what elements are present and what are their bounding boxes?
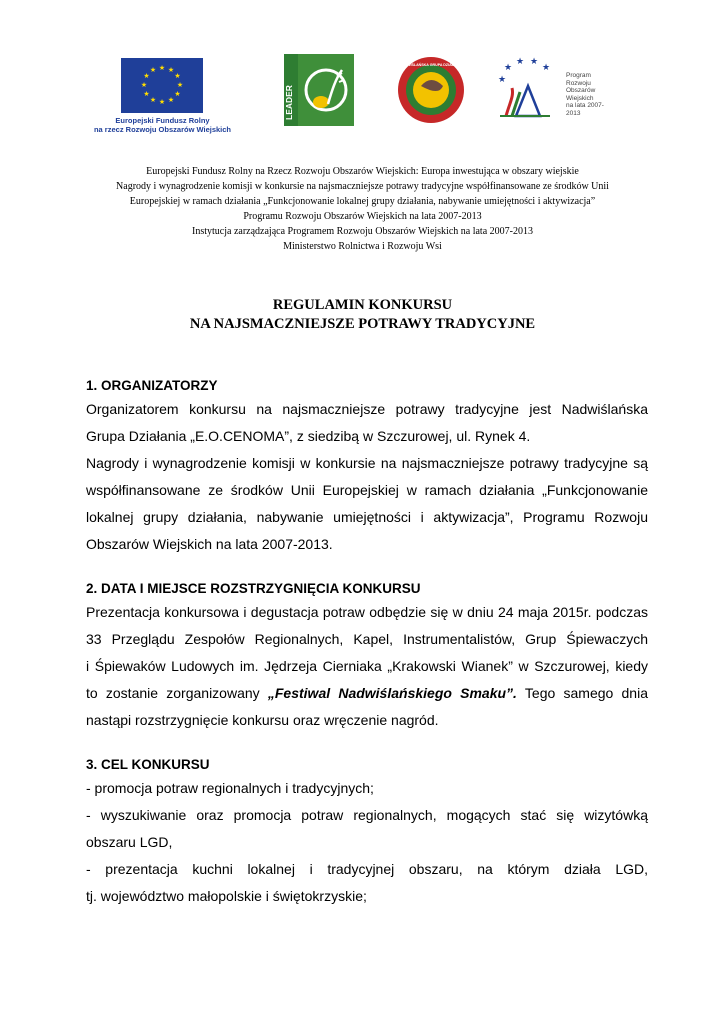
svg-text:★: ★ (149, 66, 157, 74)
festival-name: „Festiwal Nadwiślańskiego Smaku”. (267, 685, 517, 701)
funding-notice (60, 164, 665, 254)
section-heading-goal: 3. CEL KONKURSU (86, 757, 210, 772)
svg-text:★: ★ (167, 66, 175, 74)
logo-strip (0, 48, 725, 140)
notice-line: Nagrody i wynagrodzenie komisji w konkursie na najsmaczniejsze potrawy tradycyjne współfinansowane ze środków Unii (116, 181, 609, 192)
prow-caption: Program Rozwoju Obszarów Wiejskich na lata 2007-2013 (566, 72, 604, 117)
leader-logo-icon (284, 54, 354, 126)
notice-line: Instytucja zarządzająca Programem Rozwoju Obszarów Wiejskich na lata 2007-2013 (192, 226, 533, 237)
svg-text:★: ★ (497, 75, 507, 85)
list-item: - wyszukiwanie oraz promocja potraw regionalnych, mogących stać się wizytówką (86, 807, 648, 823)
list-item: - prezentacja kuchni lokalnej i tradycyjnej obszaru, na którym działa LGD, (86, 861, 648, 877)
section-date-place-text: Prezentacja konkursowa i degustacja potraw odbędzie się w dniu 24 maja 2015r. podczas 33 Przeglądu Zespołów Regionalnych, Kapel, Instrumentalistów, Grup Śpiewaczych i Śpiewaków Ludowych im. Jędrzeja Cierniaka „Krakowski Wianek” w Szczurowej, kiedy to zostanie zorganizowany „Festiwal Nadwiślańskiego Smaku”. Tego samego dnia nastąpi rozstrzygnięcie konkursu oraz wręczenie nagród. (86, 604, 648, 728)
document-title (60, 296, 665, 334)
svg-text:★: ★ (529, 57, 539, 67)
svg-text:★: ★ (503, 63, 513, 73)
notice-line: Ministerstwo Rolnictwa i Rozwoju Wsi (283, 241, 442, 252)
svg-text:★: ★ (174, 72, 181, 80)
section-goal-text: - promocja potraw regionalnych i tradycyjnych; - wyszukiwanie oraz promocja potraw regionalnych, mogących stać się wizytówką obszaru LGD, - prezentacja kuchni lokalnej i tradycyjnej obszaru, na którym działa LGD, tj. województwo małopolskie i świętokrzyskie; (86, 775, 648, 910)
title-line-1: REGULAMIN KONKURSU (272, 297, 453, 313)
eu-logo (85, 52, 240, 138)
festival-line: to zostanie zorganizowany „Festiwal Nadwiślańskiego Smaku”. Tego samego dnia (86, 685, 648, 701)
svg-text:★: ★ (158, 98, 166, 106)
section-heading-organizers: 1. ORGANIZATORZY (86, 378, 218, 393)
svg-text:★: ★ (167, 96, 175, 104)
eu-flag-icon (121, 58, 203, 113)
svg-text:★: ★ (143, 72, 150, 80)
title-line-2: NA NAJSMACZNIEJSZE POTRAWY TRADYCYJNE (189, 316, 536, 332)
lgd-logo-icon (397, 56, 465, 124)
leader-label: LEADER (284, 85, 294, 120)
list-item: - promocja potraw regionalnych i tradycyjnych; (86, 780, 374, 796)
notice-line: Europejski Fundusz Rolny na Rzecz Rozwoju Obszarów Wiejskich: Europa inwestująca w obszary wiejskie (146, 166, 579, 177)
notice-line: Europejskiej w ramach działania „Funkcjonowanie lokalnej grupy działania, nabywanie umiejętności i aktywizacja” (129, 196, 596, 207)
lgd-label: NADWIŚLAŃSKA GRUPA DZIAŁANIA (399, 63, 463, 67)
prow-logo-icon (488, 52, 603, 124)
svg-text:★: ★ (158, 64, 166, 72)
notice-line: Programu Rozwoju Obszarów Wiejskich na lata 2007-2013 (243, 211, 482, 222)
svg-text:★: ★ (176, 81, 184, 89)
svg-text:★: ★ (140, 81, 148, 89)
svg-text:★: ★ (143, 90, 150, 98)
section-heading-date-place: 2. DATA I MIEJSCE ROZSTRZYGNIĘCIA KONKURSU (86, 581, 421, 596)
eu-caption: Europejski Fundusz Rolny na rzecz Rozwoju Obszarów Wiejskich (93, 116, 232, 134)
svg-text:★: ★ (541, 63, 551, 73)
svg-text:★: ★ (515, 57, 525, 67)
section-organizers-text: Organizatorem konkursu na najsmaczniejsze potrawy tradycyjne jest Nadwiślańska Grupa Działania „E.O.CENOMA”, z siedzibą w Szczurowej, ul. Rynek 4. Nagrody i wynagrodzenie komisji w konkursie na najsmaczniejsze potrawy tradycyjne są współfinansowane ze środków Unii Europejskiej w ramach działania „Funkcjonowanie lokalnej grupy działania, nabywanie umiejętności i aktywizacja”, Programu Rozwoju Obszarów Wiejskich na lata 2007-2013. (86, 401, 648, 552)
svg-text:★: ★ (174, 90, 181, 98)
document-body (86, 376, 648, 910)
svg-text:★: ★ (149, 96, 157, 104)
